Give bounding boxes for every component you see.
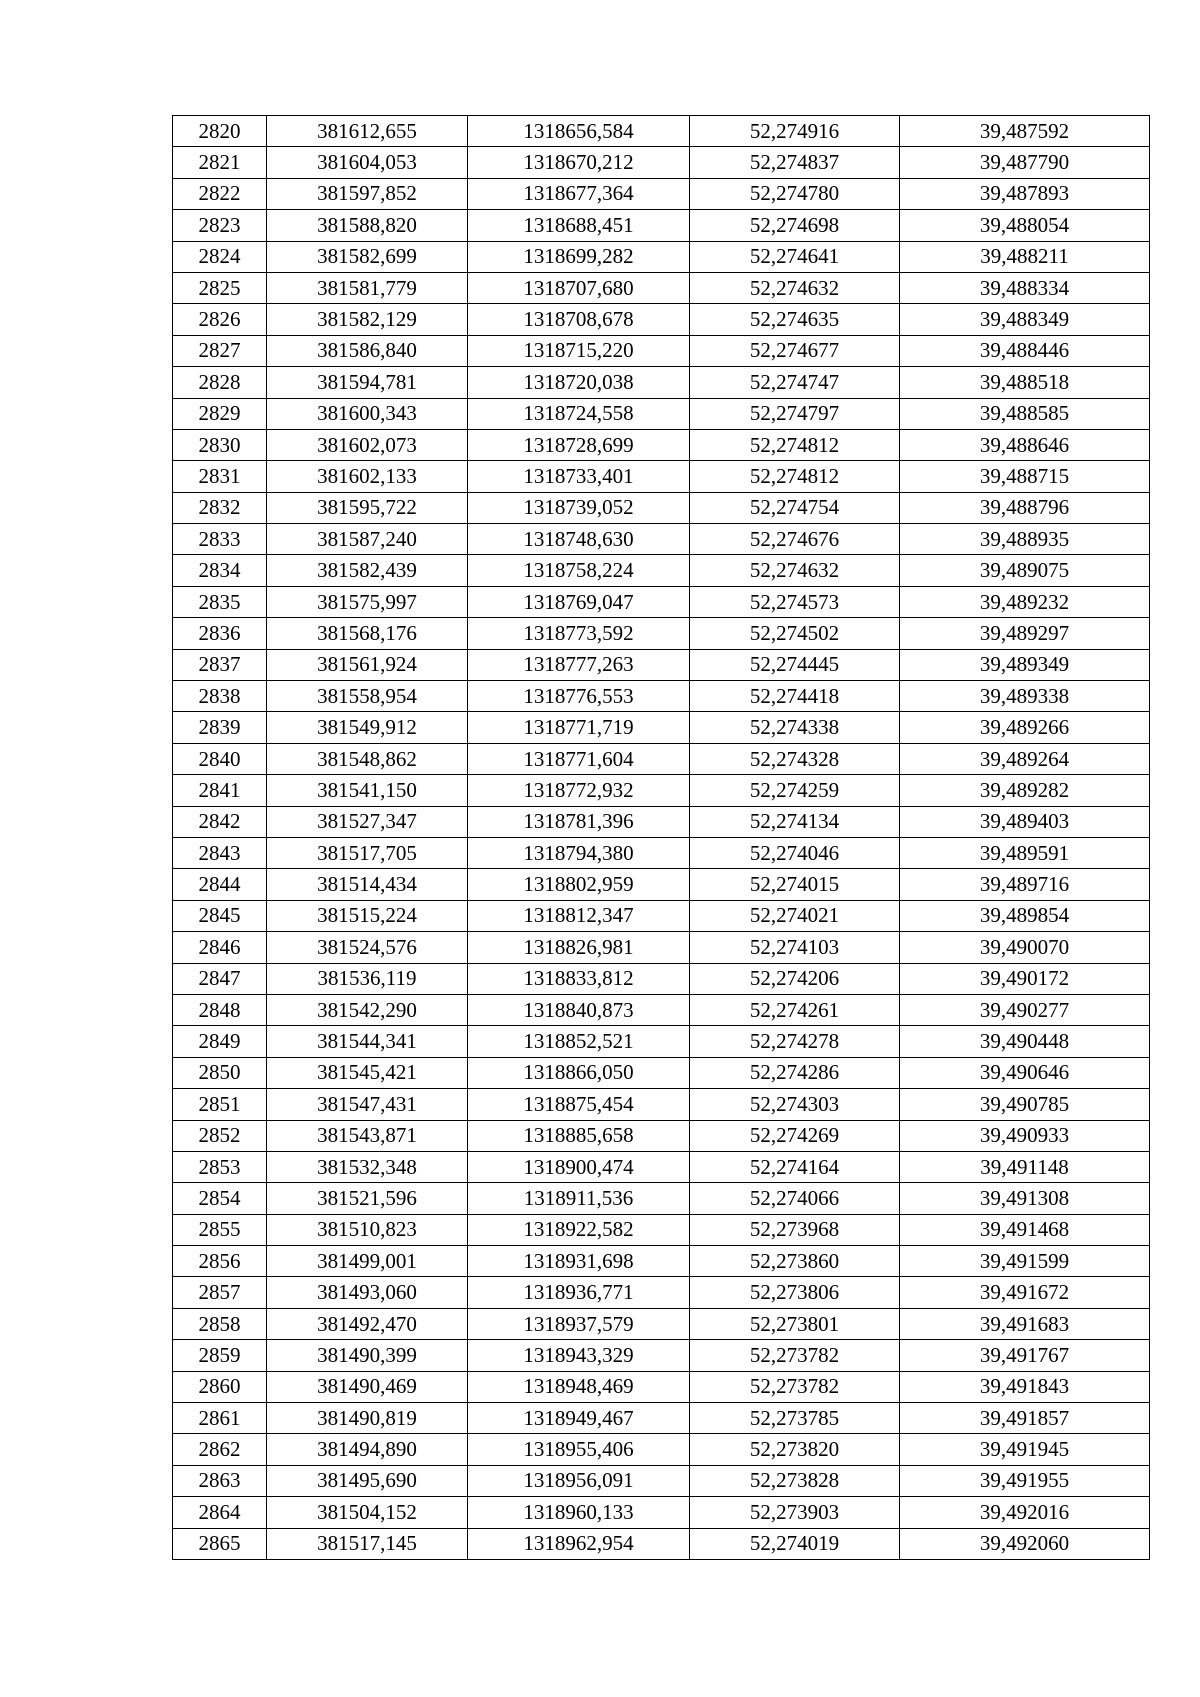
longitude-cell: 39,488334 (900, 272, 1150, 303)
y-coordinate-cell: 1318949,467 (468, 1403, 690, 1434)
table-row (173, 335, 1150, 366)
y-coordinate-cell: 1318802,959 (468, 869, 690, 900)
longitude-cell: 39,489264 (900, 743, 1150, 774)
y-coordinate-cell: 1318708,678 (468, 304, 690, 335)
x-coordinate-cell: 381612,655 (267, 116, 468, 147)
longitude-cell: 39,488211 (900, 241, 1150, 272)
longitude-cell: 39,487592 (900, 116, 1150, 147)
x-coordinate-cell: 381490,469 (267, 1371, 468, 1402)
point-number-cell: 2863 (173, 1465, 267, 1496)
table-row (173, 1246, 1150, 1277)
table-row (173, 492, 1150, 523)
table-row (173, 1151, 1150, 1182)
y-coordinate-cell: 1318936,771 (468, 1277, 690, 1308)
latitude-cell: 52,274418 (690, 681, 900, 712)
latitude-cell: 52,274269 (690, 1120, 900, 1151)
x-coordinate-cell: 381527,347 (267, 806, 468, 837)
y-coordinate-cell: 1318955,406 (468, 1434, 690, 1465)
latitude-cell: 52,274066 (690, 1183, 900, 1214)
latitude-cell: 52,273903 (690, 1497, 900, 1528)
x-coordinate-cell: 381542,290 (267, 994, 468, 1025)
latitude-cell: 52,274676 (690, 524, 900, 555)
longitude-cell: 39,489297 (900, 618, 1150, 649)
table-row (173, 932, 1150, 963)
table-row (173, 429, 1150, 460)
latitude-cell: 52,274338 (690, 712, 900, 743)
x-coordinate-cell: 381545,421 (267, 1057, 468, 1088)
y-coordinate-cell: 1318852,521 (468, 1026, 690, 1057)
longitude-cell: 39,491148 (900, 1151, 1150, 1182)
latitude-cell: 52,274164 (690, 1151, 900, 1182)
longitude-cell: 39,488646 (900, 429, 1150, 460)
table-row (173, 461, 1150, 492)
point-number-cell: 2856 (173, 1246, 267, 1277)
point-number-cell: 2845 (173, 900, 267, 931)
point-number-cell: 2847 (173, 963, 267, 994)
longitude-cell: 39,491672 (900, 1277, 1150, 1308)
table-row (173, 1089, 1150, 1120)
point-number-cell: 2852 (173, 1120, 267, 1151)
x-coordinate-cell: 381521,596 (267, 1183, 468, 1214)
y-coordinate-cell: 1318900,474 (468, 1151, 690, 1182)
x-coordinate-cell: 381597,852 (267, 178, 468, 209)
table-row (173, 304, 1150, 335)
latitude-cell: 52,274206 (690, 963, 900, 994)
x-coordinate-cell: 381544,341 (267, 1026, 468, 1057)
latitude-cell: 52,274754 (690, 492, 900, 523)
x-coordinate-cell: 381524,576 (267, 932, 468, 963)
x-coordinate-cell: 381594,781 (267, 367, 468, 398)
longitude-cell: 39,489591 (900, 837, 1150, 868)
point-number-cell: 2846 (173, 932, 267, 963)
latitude-cell: 52,274261 (690, 994, 900, 1025)
x-coordinate-cell: 381602,133 (267, 461, 468, 492)
longitude-cell: 39,488054 (900, 210, 1150, 241)
table-row (173, 1434, 1150, 1465)
point-number-cell: 2826 (173, 304, 267, 335)
latitude-cell: 52,274259 (690, 775, 900, 806)
point-number-cell: 2834 (173, 555, 267, 586)
x-coordinate-cell: 381490,399 (267, 1340, 468, 1371)
longitude-cell: 39,488349 (900, 304, 1150, 335)
point-number-cell: 2861 (173, 1403, 267, 1434)
latitude-cell: 52,273820 (690, 1434, 900, 1465)
x-coordinate-cell: 381499,001 (267, 1246, 468, 1277)
table-row (173, 994, 1150, 1025)
coordinates-table-body (173, 116, 1150, 1560)
y-coordinate-cell: 1318769,047 (468, 586, 690, 617)
point-number-cell: 2836 (173, 618, 267, 649)
table-row (173, 618, 1150, 649)
longitude-cell: 39,489266 (900, 712, 1150, 743)
point-number-cell: 2859 (173, 1340, 267, 1371)
point-number-cell: 2831 (173, 461, 267, 492)
x-coordinate-cell: 381541,150 (267, 775, 468, 806)
longitude-cell: 39,490448 (900, 1026, 1150, 1057)
table-row (173, 272, 1150, 303)
x-coordinate-cell: 381568,176 (267, 618, 468, 649)
x-coordinate-cell: 381495,690 (267, 1465, 468, 1496)
latitude-cell: 52,273828 (690, 1465, 900, 1496)
longitude-cell: 39,488585 (900, 398, 1150, 429)
y-coordinate-cell: 1318885,658 (468, 1120, 690, 1151)
point-number-cell: 2842 (173, 806, 267, 837)
longitude-cell: 39,491683 (900, 1308, 1150, 1339)
table-row (173, 116, 1150, 147)
latitude-cell: 52,273785 (690, 1403, 900, 1434)
table-row (173, 1403, 1150, 1434)
y-coordinate-cell: 1318911,536 (468, 1183, 690, 1214)
latitude-cell: 52,273806 (690, 1277, 900, 1308)
x-coordinate-cell: 381588,820 (267, 210, 468, 241)
point-number-cell: 2825 (173, 272, 267, 303)
point-number-cell: 2849 (173, 1026, 267, 1057)
latitude-cell: 52,274677 (690, 335, 900, 366)
table-row (173, 524, 1150, 555)
point-number-cell: 2850 (173, 1057, 267, 1088)
table-row (173, 210, 1150, 241)
y-coordinate-cell: 1318773,592 (468, 618, 690, 649)
y-coordinate-cell: 1318739,052 (468, 492, 690, 523)
latitude-cell: 52,274019 (690, 1528, 900, 1559)
point-number-cell: 2833 (173, 524, 267, 555)
latitude-cell: 52,274103 (690, 932, 900, 963)
longitude-cell: 39,489854 (900, 900, 1150, 931)
latitude-cell: 52,274445 (690, 649, 900, 680)
table-row (173, 900, 1150, 931)
longitude-cell: 39,491599 (900, 1246, 1150, 1277)
x-coordinate-cell: 381543,871 (267, 1120, 468, 1151)
point-number-cell: 2829 (173, 398, 267, 429)
y-coordinate-cell: 1318715,220 (468, 335, 690, 366)
y-coordinate-cell: 1318833,812 (468, 963, 690, 994)
table-row (173, 681, 1150, 712)
point-number-cell: 2844 (173, 869, 267, 900)
point-number-cell: 2820 (173, 116, 267, 147)
table-row (173, 1277, 1150, 1308)
x-coordinate-cell: 381600,343 (267, 398, 468, 429)
y-coordinate-cell: 1318922,582 (468, 1214, 690, 1245)
y-coordinate-cell: 1318656,584 (468, 116, 690, 147)
table-row (173, 963, 1150, 994)
y-coordinate-cell: 1318931,698 (468, 1246, 690, 1277)
longitude-cell: 39,487790 (900, 147, 1150, 178)
latitude-cell: 52,274780 (690, 178, 900, 209)
y-coordinate-cell: 1318772,932 (468, 775, 690, 806)
y-coordinate-cell: 1318688,451 (468, 210, 690, 241)
table-row (173, 743, 1150, 774)
point-number-cell: 2841 (173, 775, 267, 806)
latitude-cell: 52,274916 (690, 116, 900, 147)
table-row (173, 1183, 1150, 1214)
point-number-cell: 2824 (173, 241, 267, 272)
y-coordinate-cell: 1318826,981 (468, 932, 690, 963)
y-coordinate-cell: 1318707,680 (468, 272, 690, 303)
longitude-cell: 39,490172 (900, 963, 1150, 994)
table-row (173, 1371, 1150, 1402)
y-coordinate-cell: 1318840,873 (468, 994, 690, 1025)
latitude-cell: 52,273801 (690, 1308, 900, 1339)
latitude-cell: 52,273860 (690, 1246, 900, 1277)
point-number-cell: 2864 (173, 1497, 267, 1528)
longitude-cell: 39,488935 (900, 524, 1150, 555)
y-coordinate-cell: 1318733,401 (468, 461, 690, 492)
table-row (173, 1026, 1150, 1057)
point-number-cell: 2830 (173, 429, 267, 460)
table-row (173, 1308, 1150, 1339)
point-number-cell: 2862 (173, 1434, 267, 1465)
x-coordinate-cell: 381517,145 (267, 1528, 468, 1559)
point-number-cell: 2827 (173, 335, 267, 366)
longitude-cell: 39,487893 (900, 178, 1150, 209)
x-coordinate-cell: 381493,060 (267, 1277, 468, 1308)
table-row (173, 775, 1150, 806)
table-row (173, 147, 1150, 178)
longitude-cell: 39,491857 (900, 1403, 1150, 1434)
table-row (173, 1340, 1150, 1371)
x-coordinate-cell: 381582,699 (267, 241, 468, 272)
longitude-cell: 39,491843 (900, 1371, 1150, 1402)
latitude-cell: 52,274328 (690, 743, 900, 774)
longitude-cell: 39,491945 (900, 1434, 1150, 1465)
latitude-cell: 52,274837 (690, 147, 900, 178)
latitude-cell: 52,274632 (690, 272, 900, 303)
latitude-cell: 52,274641 (690, 241, 900, 272)
x-coordinate-cell: 381547,431 (267, 1089, 468, 1120)
table-row (173, 712, 1150, 743)
latitude-cell: 52,274502 (690, 618, 900, 649)
x-coordinate-cell: 381549,912 (267, 712, 468, 743)
table-row (173, 1497, 1150, 1528)
x-coordinate-cell: 381575,997 (267, 586, 468, 617)
table-row (173, 398, 1150, 429)
x-coordinate-cell: 381581,779 (267, 272, 468, 303)
y-coordinate-cell: 1318724,558 (468, 398, 690, 429)
point-number-cell: 2832 (173, 492, 267, 523)
x-coordinate-cell: 381532,348 (267, 1151, 468, 1182)
y-coordinate-cell: 1318758,224 (468, 555, 690, 586)
point-number-cell: 2838 (173, 681, 267, 712)
y-coordinate-cell: 1318776,553 (468, 681, 690, 712)
latitude-cell: 52,274015 (690, 869, 900, 900)
latitude-cell: 52,274278 (690, 1026, 900, 1057)
table-row (173, 1465, 1150, 1496)
point-number-cell: 2835 (173, 586, 267, 617)
latitude-cell: 52,274635 (690, 304, 900, 335)
y-coordinate-cell: 1318943,329 (468, 1340, 690, 1371)
y-coordinate-cell: 1318771,604 (468, 743, 690, 774)
latitude-cell: 52,274797 (690, 398, 900, 429)
longitude-cell: 39,490933 (900, 1120, 1150, 1151)
y-coordinate-cell: 1318781,396 (468, 806, 690, 837)
x-coordinate-cell: 381582,439 (267, 555, 468, 586)
y-coordinate-cell: 1318728,699 (468, 429, 690, 460)
longitude-cell: 39,489075 (900, 555, 1150, 586)
table-row (173, 649, 1150, 680)
y-coordinate-cell: 1318948,469 (468, 1371, 690, 1402)
point-number-cell: 2860 (173, 1371, 267, 1402)
x-coordinate-cell: 381586,840 (267, 335, 468, 366)
point-number-cell: 2858 (173, 1308, 267, 1339)
longitude-cell: 39,488446 (900, 335, 1150, 366)
latitude-cell: 52,274286 (690, 1057, 900, 1088)
longitude-cell: 39,492016 (900, 1497, 1150, 1528)
table-row (173, 869, 1150, 900)
x-coordinate-cell: 381595,722 (267, 492, 468, 523)
longitude-cell: 39,492060 (900, 1528, 1150, 1559)
latitude-cell: 52,274812 (690, 461, 900, 492)
x-coordinate-cell: 381492,470 (267, 1308, 468, 1339)
longitude-cell: 39,491468 (900, 1214, 1150, 1245)
x-coordinate-cell: 381517,705 (267, 837, 468, 868)
x-coordinate-cell: 381490,819 (267, 1403, 468, 1434)
point-number-cell: 2865 (173, 1528, 267, 1559)
point-number-cell: 2851 (173, 1089, 267, 1120)
x-coordinate-cell: 381582,129 (267, 304, 468, 335)
x-coordinate-cell: 381587,240 (267, 524, 468, 555)
latitude-cell: 52,274303 (690, 1089, 900, 1120)
x-coordinate-cell: 381602,073 (267, 429, 468, 460)
table-row (173, 837, 1150, 868)
point-number-cell: 2843 (173, 837, 267, 868)
point-number-cell: 2837 (173, 649, 267, 680)
x-coordinate-cell: 381510,823 (267, 1214, 468, 1245)
table-row (173, 1120, 1150, 1151)
point-number-cell: 2823 (173, 210, 267, 241)
longitude-cell: 39,489338 (900, 681, 1150, 712)
y-coordinate-cell: 1318771,719 (468, 712, 690, 743)
latitude-cell: 52,274747 (690, 367, 900, 398)
x-coordinate-cell: 381536,119 (267, 963, 468, 994)
y-coordinate-cell: 1318937,579 (468, 1308, 690, 1339)
point-number-cell: 2848 (173, 994, 267, 1025)
latitude-cell: 52,273782 (690, 1340, 900, 1371)
y-coordinate-cell: 1318866,050 (468, 1057, 690, 1088)
point-number-cell: 2822 (173, 178, 267, 209)
longitude-cell: 39,489403 (900, 806, 1150, 837)
table-row (173, 178, 1150, 209)
latitude-cell: 52,273968 (690, 1214, 900, 1245)
point-number-cell: 2839 (173, 712, 267, 743)
latitude-cell: 52,274134 (690, 806, 900, 837)
longitude-cell: 39,488796 (900, 492, 1150, 523)
latitude-cell: 52,274812 (690, 429, 900, 460)
point-number-cell: 2857 (173, 1277, 267, 1308)
longitude-cell: 39,489282 (900, 775, 1150, 806)
x-coordinate-cell: 381515,224 (267, 900, 468, 931)
longitude-cell: 39,489716 (900, 869, 1150, 900)
longitude-cell: 39,490277 (900, 994, 1150, 1025)
table-row (173, 1528, 1150, 1559)
y-coordinate-cell: 1318812,347 (468, 900, 690, 931)
table-row (173, 1214, 1150, 1245)
x-coordinate-cell: 381548,862 (267, 743, 468, 774)
y-coordinate-cell: 1318699,282 (468, 241, 690, 272)
table-row (173, 555, 1150, 586)
longitude-cell: 39,489232 (900, 586, 1150, 617)
x-coordinate-cell: 381514,434 (267, 869, 468, 900)
y-coordinate-cell: 1318670,212 (468, 147, 690, 178)
y-coordinate-cell: 1318720,038 (468, 367, 690, 398)
y-coordinate-cell: 1318875,454 (468, 1089, 690, 1120)
longitude-cell: 39,489349 (900, 649, 1150, 680)
point-number-cell: 2854 (173, 1183, 267, 1214)
latitude-cell: 52,274573 (690, 586, 900, 617)
longitude-cell: 39,488518 (900, 367, 1150, 398)
longitude-cell: 39,490646 (900, 1057, 1150, 1088)
longitude-cell: 39,490785 (900, 1089, 1150, 1120)
x-coordinate-cell: 381494,890 (267, 1434, 468, 1465)
latitude-cell: 52,274046 (690, 837, 900, 868)
point-number-cell: 2821 (173, 147, 267, 178)
y-coordinate-cell: 1318956,091 (468, 1465, 690, 1496)
x-coordinate-cell: 381604,053 (267, 147, 468, 178)
table-row (173, 1057, 1150, 1088)
point-number-cell: 2840 (173, 743, 267, 774)
longitude-cell: 39,491955 (900, 1465, 1150, 1496)
latitude-cell: 52,274632 (690, 555, 900, 586)
y-coordinate-cell: 1318962,954 (468, 1528, 690, 1559)
y-coordinate-cell: 1318777,263 (468, 649, 690, 680)
y-coordinate-cell: 1318794,380 (468, 837, 690, 868)
latitude-cell: 52,273782 (690, 1371, 900, 1402)
x-coordinate-cell: 381561,924 (267, 649, 468, 680)
table-row (173, 586, 1150, 617)
longitude-cell: 39,490070 (900, 932, 1150, 963)
latitude-cell: 52,274021 (690, 900, 900, 931)
point-number-cell: 2855 (173, 1214, 267, 1245)
table-row (173, 241, 1150, 272)
y-coordinate-cell: 1318960,133 (468, 1497, 690, 1528)
point-number-cell: 2853 (173, 1151, 267, 1182)
longitude-cell: 39,491767 (900, 1340, 1150, 1371)
table-row (173, 806, 1150, 837)
x-coordinate-cell: 381558,954 (267, 681, 468, 712)
table-row (173, 367, 1150, 398)
longitude-cell: 39,488715 (900, 461, 1150, 492)
x-coordinate-cell: 381504,152 (267, 1497, 468, 1528)
latitude-cell: 52,274698 (690, 210, 900, 241)
y-coordinate-cell: 1318748,630 (468, 524, 690, 555)
longitude-cell: 39,491308 (900, 1183, 1150, 1214)
y-coordinate-cell: 1318677,364 (468, 178, 690, 209)
point-number-cell: 2828 (173, 367, 267, 398)
coordinates-table (172, 115, 1150, 1560)
